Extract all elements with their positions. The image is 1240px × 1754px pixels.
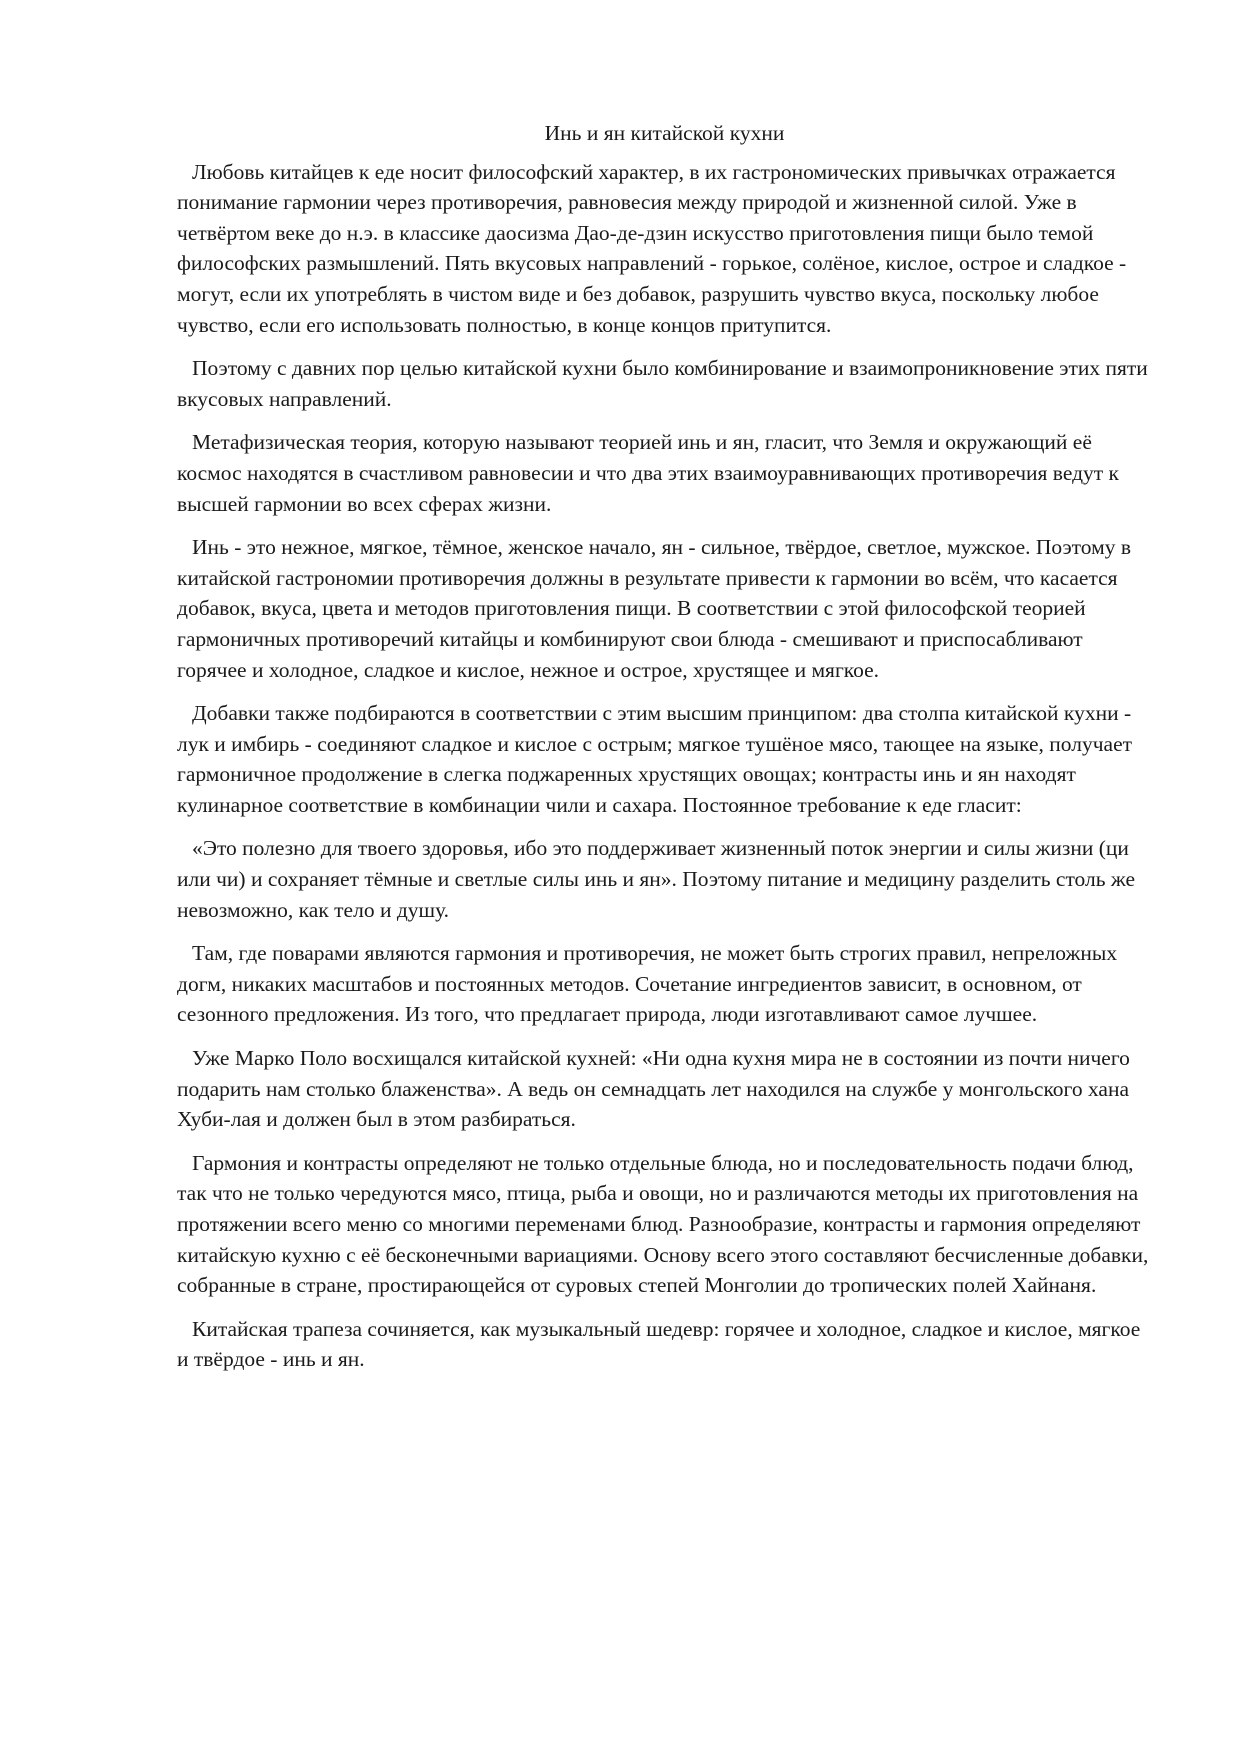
document-page — [177, 118, 1152, 1388]
document-title: Инь и ян китайской кухни — [544, 121, 785, 145]
paragraph-7: Там, где поварами являются гармония и противоречия, не может быть строгих правил, непреложных догм, никаких масштабов и постоянных методов. Сочетание ингредиентов зависит, в основном, от сезонного предложения. Из того, что предлагает природа, люди изготавливают самое лучшее. — [177, 941, 1118, 1027]
paragraph-10: Китайская трапеза сочиняется, как музыкальный шедевр: горячее и холодное, сладкое и кислое, мягкое и твёрдое - инь и ян. — [177, 1316, 1141, 1372]
paragraph-9: Гармония и контрасты определяют не только отдельные блюда, но и последовательность подачи блюд, так что не только чередуются мясо, птица, рыба и овощи, но и различаются методы их приготовления на протяжении всего меню со многими переменами блюд. Разнообразие, контрасты и гармония определяют китайскую кухню с её бесконечными вариациями. Основу всего этого составляют бесчисленные добавки, собранные в стране, простирающейся от суровых степей Монголии до тропических полей Хайнаня. — [177, 1150, 1149, 1298]
paragraph-4: Инь - это нежное, мягкое, тёмное, женское начало, ян - сильное, твёрдое, светлое, мужское. Поэтому в китайской гастрономии противоречия должны в результате привести к гармонии во всём, что касается добавок, вкуса, цвета и методов приготовления пищи. В соответствии с этой философской теорией гармоничных противоречий китайцы и комбинируют свои блюда - смешивают и приспосабливают горячее и холодное, сладкое и кислое, нежное и острое, хрустящее и мягкое. — [177, 535, 1132, 682]
paragraph-8: Уже Марко Поло восхищался китайской кухней: «Ни одна кухня мира не в состоянии из почти ничего подарить нам столько блаженства». А ведь он семнадцать лет находился на службе у монгольского хана Хуби-лая и должен был в этом разбираться. — [177, 1046, 1130, 1132]
paragraph-5: Добавки также подбираются в соответствии с этим высшим принципом: два столпа китайской кухни - лук и имбирь - соединяют сладкое и кислое с острым; мягкое тушёное мясо, тающее на языке, получает гармоничное продолжение в слегка поджаренных хрустящих овощах; контрасты инь и ян находят кулинарное соответствие в комбинации чили и сахара. Постоянное требование к еде гласит: — [177, 701, 1133, 817]
paragraph-2: Поэтому с давних пор целью китайской кухни было комбинирование и взаимопроникновение этих пяти вкусовых направлений. — [177, 356, 1148, 411]
paragraph-6: «Это полезно для твоего здоровья, ибо это поддерживает жизненный поток энергии и силы жизни (ци или чи) и сохраняет тёмные и светлые силы инь и ян». Поэтому питание и медицину разделить столь же невозможно, как тело и душу. — [177, 836, 1136, 922]
paragraph-3: Метафизическая теория, которую называют теорией инь и ян, гласит, что Земля и окружающий её космос находятся в счастливом равновесии и что два этих взаимоуравнивающих противоречия ведут к высшей гармонии во всех сферах жизни. — [177, 430, 1120, 516]
paragraph-1: Любовь китайцев к еде носит философский характер, в их гастрономических привычках отражается понимание гармонии через противоречия, равновесия между природой и жизненной силой. Уже в четвёртом веке до н.э. в классике даосизма Дао-де-дзин искусство приготовления пищи было темой философских размышлений. Пять вкусовых направлений - горькое, солёное, кислое, острое и сладкое - могут, если их употреблять в чистом виде и без добавок, разрушить чувство вкуса, поскольку любое чувство, если его использовать полностью, в конце концов притупится. — [177, 159, 1127, 337]
